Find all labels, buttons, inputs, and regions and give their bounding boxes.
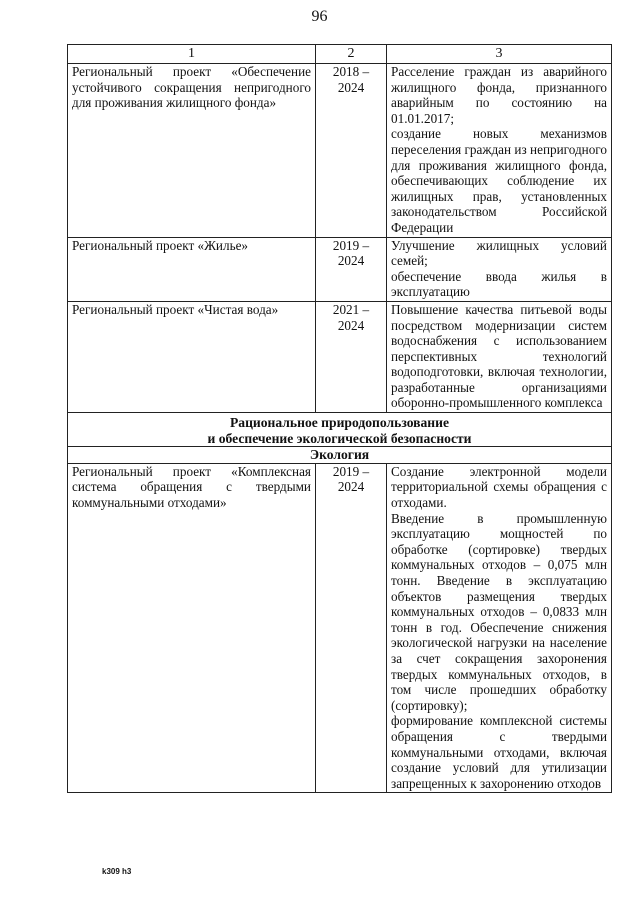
project-period bbox=[316, 301, 387, 412]
period-start: 2021 – bbox=[332, 301, 370, 317]
period-end: 2024 bbox=[337, 317, 365, 333]
table-row bbox=[68, 237, 612, 301]
project-period bbox=[316, 463, 387, 792]
column-number-3: 3 bbox=[387, 45, 612, 64]
section-title-line: и обеспечение экологической безопасности bbox=[207, 430, 472, 446]
period-start: 2019 – bbox=[332, 463, 370, 479]
column-number-2: 2 bbox=[316, 45, 387, 64]
project-name: Региональный проект «Жилье» bbox=[68, 237, 316, 301]
result-item: формирование комплексной системы обращения с твердыми коммунальными отходами, включая создание условий для утилизации запрещенных к захоронению отходов bbox=[391, 713, 607, 791]
column-number-1: 1 bbox=[68, 45, 316, 64]
project-period bbox=[316, 64, 387, 238]
result-item: Создание электронной модели территориальной схемы обращения с отходами. bbox=[391, 463, 607, 511]
result-item: Улучшение жилищных условий семей; bbox=[391, 237, 607, 269]
period-end: 2024 bbox=[337, 253, 365, 269]
subsection-heading: Экология bbox=[68, 447, 612, 464]
column-numbers-row bbox=[68, 45, 612, 64]
project-results bbox=[387, 64, 612, 238]
project-name: Региональный проект «Комплексная система обращения с твердыми коммунальными отходами» bbox=[68, 463, 316, 792]
table-row bbox=[68, 64, 612, 238]
result-item: обеспечение ввода жилья в эксплуатацию bbox=[391, 268, 607, 300]
project-name: Региональный проект «Обеспечение устойчивого сокращения непригодного для проживания жилищного фонда» bbox=[68, 64, 316, 238]
period-end: 2024 bbox=[337, 479, 365, 495]
subsection-heading-row bbox=[68, 447, 612, 464]
section-heading bbox=[68, 413, 612, 447]
page-number: 96 bbox=[311, 8, 328, 25]
section-title-line: Рациональное природопользование bbox=[230, 415, 449, 431]
document-code: k309 h3 bbox=[102, 867, 132, 876]
section-heading-row bbox=[68, 413, 612, 447]
table-row bbox=[68, 301, 612, 412]
project-results bbox=[387, 463, 612, 792]
result-item: Введение в промышленную эксплуатацию мощностей по обработке (сортировке) твердых коммунальных отходов – 0,075 млн тонн. Введение в эксплуатацию объектов размещения твердых коммунальных отходов – 0,0833 млн тонн в год. Обеспечение снижения экологической нагрузки на население за счет сокращения захоронения твердых коммунальных отходов, в том числе прошедших обработку (сортировку); bbox=[391, 510, 607, 713]
project-period bbox=[316, 237, 387, 301]
period-end: 2024 bbox=[337, 79, 365, 95]
result-item: создание новых механизмов переселения граждан из непригодного для проживания жилищного фонда, обеспечивающих соблюдение их жилищных прав, установленных законодательством Российской Федерации bbox=[391, 126, 607, 235]
projects-table bbox=[67, 44, 612, 793]
period-start: 2019 – bbox=[332, 237, 370, 253]
project-results bbox=[387, 301, 612, 412]
project-results bbox=[387, 237, 612, 301]
result-item: Расселение граждан из аварийного жилищного фонда, признанного аварийным по состоянию на 01.01.2017; bbox=[391, 64, 607, 126]
project-name: Региональный проект «Чистая вода» bbox=[68, 301, 316, 412]
table-row bbox=[68, 463, 612, 792]
result-item: Повышение качества питьевой воды посредством модернизации систем водоснабжения с использованием перспективных технологий водоподготовки, включая технологии, разработанные организациями оборонно-промышленного комплекса bbox=[391, 301, 607, 411]
period-start: 2018 – bbox=[332, 64, 370, 79]
